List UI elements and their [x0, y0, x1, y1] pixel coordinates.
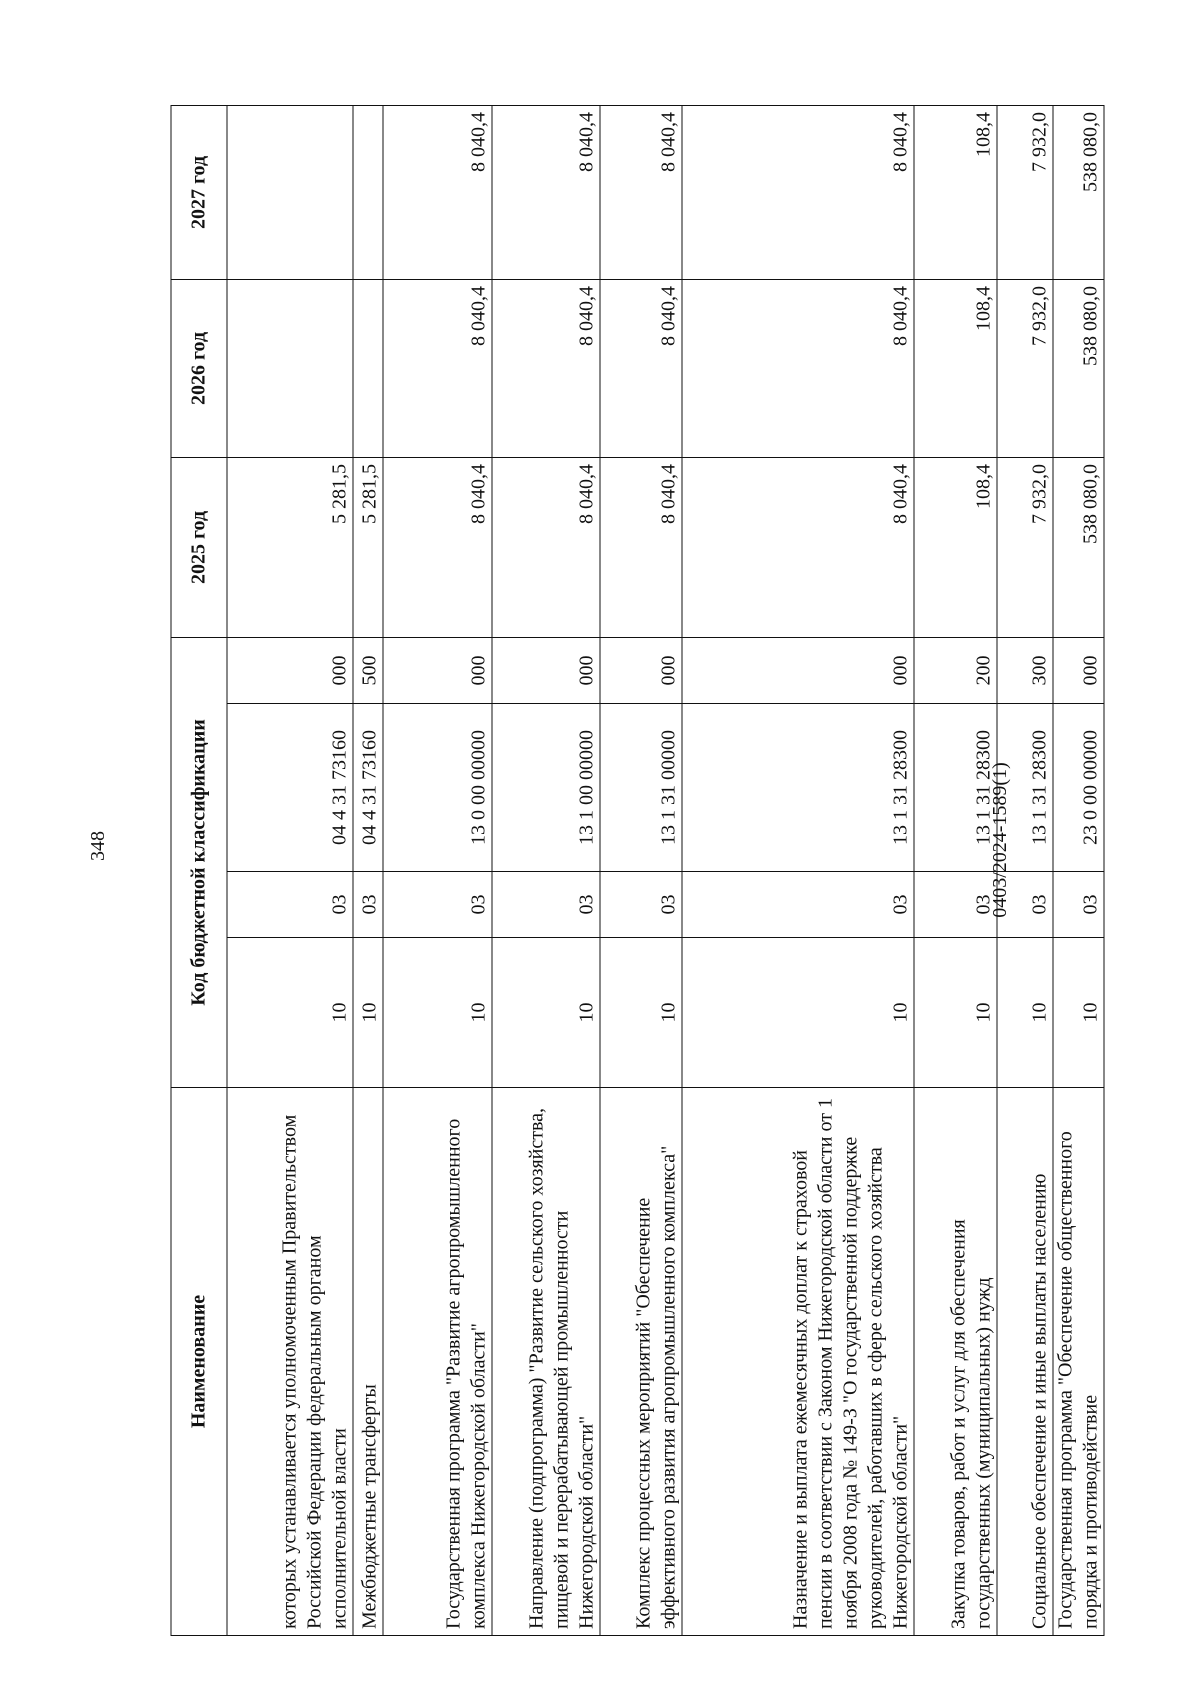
- cell-code-expense-type: 000: [227, 637, 353, 703]
- cell-2026: 8 040,4: [492, 279, 600, 457]
- table-row: [682, 105, 914, 1635]
- cell-code-section: 10: [997, 938, 1053, 1088]
- cell-code-subsection: 03: [600, 872, 682, 938]
- cell-code-target: 23 0 00 00000: [1053, 704, 1104, 872]
- cell-2025: 8 040,4: [383, 457, 492, 637]
- cell-code-section: 10: [914, 938, 997, 1088]
- cell-code-target: 13 1 31 28300: [682, 704, 914, 872]
- cell-code-section: 10: [492, 938, 600, 1088]
- cell-code-section: 10: [353, 938, 383, 1088]
- cell-2027: 8 040,4: [492, 105, 600, 279]
- cell-name: Комплекс процессных мероприятий "Обеспечение эффективного развития агропромышленного комплекса": [600, 1088, 682, 1636]
- cell-2026: 8 040,4: [383, 279, 492, 457]
- cell-2026: 7 932,0: [997, 279, 1053, 457]
- table-row: [383, 105, 492, 1635]
- cell-name: Государственная программа "Развитие агропромышленного комплекса Нижегородской области": [383, 1088, 492, 1636]
- cell-name: Межбюджетные трансферты: [353, 1088, 383, 1636]
- cell-code-section: 10: [1053, 938, 1104, 1088]
- cell-2027: 8 040,4: [682, 105, 914, 279]
- cell-name: Государственная программа "Обеспечение общественного порядка и противодействие: [1053, 1088, 1104, 1636]
- cell-2026: 8 040,4: [682, 279, 914, 457]
- table-row: [227, 105, 353, 1635]
- cell-code-section: 10: [600, 938, 682, 1088]
- cell-2027: 8 040,4: [383, 105, 492, 279]
- cell-2027: [353, 105, 383, 279]
- cell-code-expense-type: 300: [997, 637, 1053, 703]
- cell-code-target: 04 4 31 73160: [353, 704, 383, 872]
- cell-code-expense-type: 000: [1053, 637, 1104, 703]
- cell-code-target: 04 4 31 73160: [227, 704, 353, 872]
- cell-2027: 538 080,0: [1053, 105, 1104, 279]
- cell-name: Назначение и выплата ежемесячных доплат к страховой пенсии в соответствии с Законом Нижегородской области от 1 ноября 2008 года № 149-З "О государственной поддержке руководителей, работавших в сфере сельского хозяйства Нижегородской области": [682, 1088, 914, 1636]
- cell-name: Закупка товаров, работ и услуг для обеспечения государственных (муниципальных) нужд: [914, 1088, 997, 1636]
- cell-2027: [227, 105, 353, 279]
- cell-code-target: 13 0 00 00000: [383, 704, 492, 872]
- cell-2026: 8 040,4: [600, 279, 682, 457]
- cell-code-subsection: 03: [914, 872, 997, 938]
- table-header-row: [171, 105, 227, 1635]
- budget-table-container: [170, 106, 1101, 1636]
- cell-2025: 5 281,5: [227, 457, 353, 637]
- cell-2026: 108,4: [914, 279, 997, 457]
- cell-code-target: 13 1 31 28300: [997, 704, 1053, 872]
- table-body: [227, 105, 1104, 1635]
- cell-code-section: 10: [383, 938, 492, 1088]
- cell-code-subsection: 03: [997, 872, 1053, 938]
- cell-2025: 538 080,0: [1053, 457, 1104, 637]
- cell-name: Социальное обеспечение и иные выплаты населению: [997, 1088, 1053, 1636]
- cell-2026: 538 080,0: [1053, 279, 1104, 457]
- cell-code-subsection: 03: [682, 872, 914, 938]
- header-2027: 2027 год: [171, 105, 227, 279]
- cell-name: Направление (подпрограмма) "Развитие сельского хозяйства, пищевой и перерабатывающей промышленности Нижегородской области": [492, 1088, 600, 1636]
- cell-code-expense-type: 500: [353, 637, 383, 703]
- table-row: [492, 105, 600, 1635]
- cell-code-subsection: 03: [1053, 872, 1104, 938]
- cell-2027: 108,4: [914, 105, 997, 279]
- header-code: Код бюджетной классификации: [171, 637, 227, 1087]
- cell-code-expense-type: 200: [914, 637, 997, 703]
- budget-table: [170, 105, 1104, 1636]
- cell-code-expense-type: 000: [600, 637, 682, 703]
- cell-code-target: 13 1 00 00000: [492, 704, 600, 872]
- cell-code-expense-type: 000: [383, 637, 492, 703]
- cell-2025: 8 040,4: [682, 457, 914, 637]
- header-2026: 2026 год: [171, 279, 227, 457]
- header-2025: 2025 год: [171, 457, 227, 637]
- cell-code-expense-type: 000: [492, 637, 600, 703]
- cell-code-subsection: 03: [383, 872, 492, 938]
- cell-code-section: 10: [227, 938, 353, 1088]
- cell-2026: [227, 279, 353, 457]
- cell-2025: 5 281,5: [353, 457, 383, 637]
- cell-2025: 8 040,4: [492, 457, 600, 637]
- cell-code-expense-type: 000: [682, 637, 914, 703]
- cell-code-subsection: 03: [492, 872, 600, 938]
- cell-2025: 8 040,4: [600, 457, 682, 637]
- document-code: 0403/2024-1589(1): [989, 762, 1011, 918]
- cell-code-subsection: 03: [227, 872, 353, 938]
- header-name: Наименование: [171, 1088, 227, 1636]
- cell-2027: 8 040,4: [600, 105, 682, 279]
- table-row: [1053, 105, 1104, 1635]
- cell-code-target: 13 1 31 28300: [914, 704, 997, 872]
- cell-2026: [353, 279, 383, 457]
- cell-name: которых устанавливается уполномоченным Правительством Российской Федерации федеральным органом исполнительной власти: [227, 1088, 353, 1636]
- cell-code-section: 10: [682, 938, 914, 1088]
- cell-code-target: 13 1 31 00000: [600, 704, 682, 872]
- cell-2027: 7 932,0: [997, 105, 1053, 279]
- cell-2025: 108,4: [914, 457, 997, 637]
- table-row: [600, 105, 682, 1635]
- cell-2025: 7 932,0: [997, 457, 1053, 637]
- cell-code-subsection: 03: [353, 872, 383, 938]
- table-row: [353, 105, 383, 1635]
- page-number: 348: [87, 831, 109, 861]
